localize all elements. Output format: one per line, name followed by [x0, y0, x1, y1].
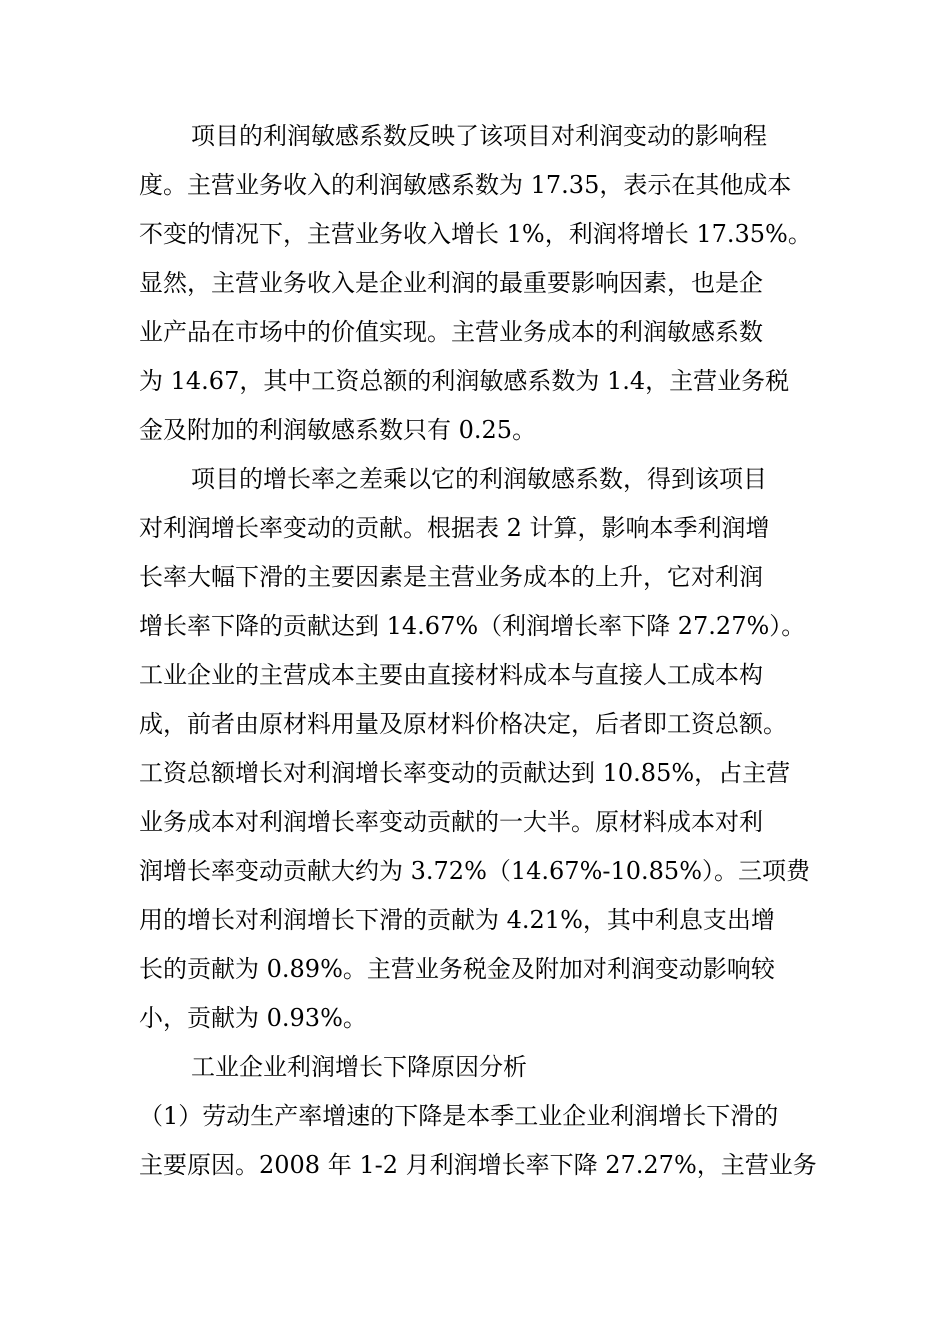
text-line: 不变的情况下，主营业务收入增长 1%，利润将增长 17.35%。 [139, 220, 812, 248]
text-line: 显然，主营业务收入是企业利润的最重要影响因素，也是企 [139, 269, 763, 297]
paragraph-growth-contribution [139, 455, 811, 1043]
text-line: 主要原因。2008 年 1-2 月利润增长率下降 27.27%，主营业务 [139, 1151, 817, 1179]
text-line: 长率大幅下滑的主要因素是主营业务成本的上升，它对利润 [139, 563, 763, 591]
paragraph-profit-sensitivity [139, 112, 811, 455]
text-line: 工业企业的主营成本主要由直接材料成本与直接人工成本构 [139, 661, 763, 689]
text-line: 成，前者由原材料用量及原材料价格决定，后者即工资总额。 [139, 710, 787, 738]
text-line: 项目的利润敏感系数反映了该项目对利润变动的影响程 [191, 122, 767, 150]
document-body [139, 112, 817, 1190]
text-line: 金及附加的利润敏感系数只有 0.25。 [139, 416, 537, 444]
text-line: 小，贡献为 0.93%。 [139, 1004, 367, 1032]
paragraph-cause-analysis [139, 1092, 817, 1190]
text-line: 润增长率变动贡献大约为 3.72%（14.67%-10.85%）。三项费 [139, 857, 811, 885]
text-line: 用的增长对利润增长下滑的贡献为 4.21%，其中利息支出增 [139, 906, 775, 934]
text-line: 对利润增长率变动的贡献。根据表 2 计算，影响本季利润增 [139, 514, 770, 542]
text-line: 长的贡献为 0.89%。主营业务税金及附加对利润变动影响较 [139, 955, 775, 983]
text-line: 业产品在市场中的价值实现。主营业务成本的利润敏感系数 [139, 318, 763, 346]
text-line: 业务成本对利润增长率变动贡献的一大半。原材料成本对利 [139, 808, 763, 836]
text-line: 为 14.67，其中工资总额的利润敏感系数为 1.4，主营业务税 [139, 367, 790, 395]
section-heading: 工业企业利润增长下降原因分析 [191, 1053, 527, 1081]
text-line: 工资总额增长对利润增长率变动的贡献达到 10.85%，占主营 [139, 759, 791, 787]
text-line: 度。主营业务收入的利润敏感系数为 17.35，表示在其他成本 [139, 171, 792, 199]
text-line: 项目的增长率之差乘以它的利润敏感系数，得到该项目 [191, 465, 767, 493]
text-line: （1）劳动生产率增速的下降是本季工业企业利润增长下滑的 [139, 1102, 779, 1130]
text-line: 增长率下降的贡献达到 14.67%（利润增长率下降 27.27%）。 [139, 612, 806, 640]
